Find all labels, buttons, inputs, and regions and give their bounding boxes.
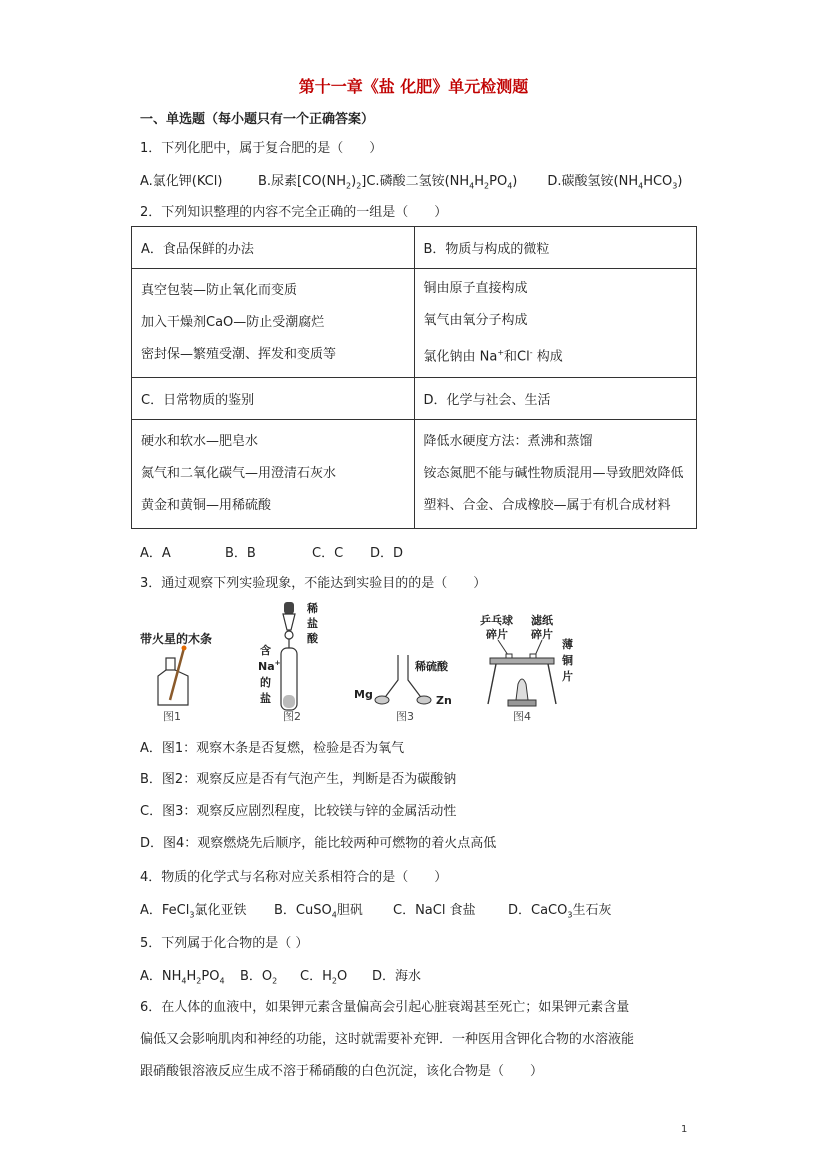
cell-c-item: 黄金和黄铜—用稀硫酸	[141, 498, 272, 513]
question-6-line-3: 跟硝酸银溶液反应生成不溶于稀硝酸的白色沉淀，该化合物是（ ）	[140, 1064, 544, 1079]
figure-1-bottle	[140, 631, 212, 705]
fig2-salt-3: 的	[260, 676, 271, 689]
fig3-zn-label: Zn	[436, 694, 452, 707]
knowledge-table	[131, 226, 697, 529]
fig4-ball-1: 乒乓球	[480, 614, 513, 627]
fig2-salt-4: 盐	[260, 692, 271, 705]
cell-d-body	[414, 420, 697, 529]
q2-option-c: C．C	[312, 546, 344, 561]
cell-d-item: 降低水硬度方法：煮沸和蒸馏	[423, 434, 593, 449]
q1-option-d: D.碳酸氢铵$(NH_4HCO_3)$	[547, 174, 683, 191]
q2-option-b: B．B	[225, 546, 256, 561]
q2-option-a: A．A	[140, 546, 171, 561]
question-4-stem: 4．物质的化学式与名称对应关系相符合的是（ ）	[140, 870, 448, 885]
experiment-figures-svg	[138, 600, 578, 725]
page-title: 第十一章《盐 化肥》单元检测题	[298, 77, 529, 96]
cell-b-item: 铜由原子直接构成	[423, 280, 528, 296]
question-5-stem: 5．下列属于化合物的是（ ）	[140, 936, 309, 951]
fig4-caption: 图4	[513, 710, 531, 723]
q2-option-d: D．D	[370, 546, 404, 561]
q4-option-b: B．CuSO$_4$胆矾	[274, 903, 363, 920]
fig2-salt-1: 含	[260, 644, 271, 657]
q5-option-d: D．海水	[372, 969, 422, 984]
fig4-copper-1: 薄	[562, 638, 573, 651]
question-1-options	[140, 170, 682, 191]
q3-option-a: A．图1：观察木条是否复燃，检验是否为氧气	[140, 741, 405, 756]
cell-c-body	[132, 420, 415, 529]
q4-option-c: C．NaCl 食盐	[393, 903, 476, 918]
fig3-caption: 图3	[396, 710, 414, 723]
fig4-copper-3: 片	[562, 670, 573, 683]
question-2-options	[140, 542, 403, 561]
cell-a-body	[132, 269, 415, 378]
cell-a-item: 加入干燥剂CaO—防止受潮腐烂	[141, 315, 325, 330]
fig3-mg-label: Mg	[354, 688, 373, 701]
q5-option-b: B．$O_2$	[240, 969, 278, 986]
fig2-acid-2: 盐	[307, 617, 318, 630]
cell-b-head: B．物质与构成的微粒	[414, 227, 697, 269]
figure-2-tube	[258, 601, 319, 710]
cell-b-item: 氯化钠由 Na+和Cl- 构成	[423, 347, 563, 365]
fig4-paper-1: 滤纸	[531, 614, 553, 627]
fig2-caption: 图2	[283, 710, 301, 723]
fig3-acid-label: 稀硫酸	[415, 660, 448, 673]
question-6-line-1: 6．在人体的血液中，如果钾元素含量偏高会引起心脏衰竭甚至死亡；如果钾元素含量	[140, 1000, 630, 1015]
q3-option-c: C．图3：观察反应剧烈程度，比较镁与锌的金属活动性	[140, 804, 457, 819]
q3-option-d: D．图4：观察燃烧先后顺序，能比较两种可燃物的着火点高低	[140, 836, 497, 851]
question-2-stem: 2．下列知识整理的内容不完全正确的一组是（ ）	[140, 205, 448, 220]
question-6-line-2: 偏低又会影响肌肉和神经的功能，这时就需要补充钾．一种医用含钾化合物的水溶液能	[140, 1032, 635, 1047]
q1-option-a: A.氯化钾(KCl)	[140, 174, 223, 189]
fig4-copper-2: 铜	[562, 654, 573, 667]
fig2-salt-2: Na+	[258, 659, 281, 673]
cell-d-item: 铵态氮肥不能与碱性物质混用—导致肥效降低	[423, 466, 684, 481]
figure-4-burner	[480, 613, 573, 706]
experiment-figures	[138, 600, 578, 725]
question-4-options	[140, 899, 611, 920]
page-number: 1	[681, 1124, 688, 1135]
cell-d-head: D．化学与社会、生活	[414, 378, 697, 420]
cell-c-head: C．日常物质的鉴别	[132, 378, 415, 420]
cell-b-item: 氧气由氧分子构成	[423, 312, 528, 328]
question-5-options	[140, 965, 421, 986]
cell-a-item: 密封保—繁殖受潮、挥发和变质等	[141, 347, 337, 362]
fig1-caption: 图1	[163, 710, 181, 723]
q3-option-b: B．图2：观察反应是否有气泡产生，判断是否为碳酸钠	[140, 772, 457, 787]
fig2-acid-1: 稀	[307, 602, 318, 615]
fig4-ball-2: 碎片	[486, 628, 508, 641]
q5-option-a: A．$NH_4H_2PO_4$	[140, 969, 225, 986]
cell-a-item: 真空包装—防止氧化而变质	[141, 283, 298, 298]
fig2-acid-3: 酸	[307, 632, 318, 645]
question-3-stem: 3．通过观察下列实验现象，不能达到实验目的的是（ ）	[140, 576, 487, 591]
q1-option-b: B.尿素$[CO(NH_2)_2]$	[258, 174, 367, 191]
cell-a-head: A．食品保鲜的办法	[132, 227, 415, 269]
fig4-paper-2: 碎片	[531, 628, 553, 641]
cell-b-body	[414, 269, 697, 378]
q1-option-c: C.磷酸二氢铵$(NH_4H_2PO_4)$	[366, 174, 518, 191]
fig1-label: 带火星的木条	[140, 632, 213, 646]
figure-3-y-tube	[354, 655, 452, 707]
q4-option-d: D．CaCO$_3$生石灰	[508, 903, 612, 920]
cell-d-item: 塑料、合金、合成橡胶—属于有机合成材料	[423, 498, 671, 513]
q4-option-a: A．FeCl$_3$氯化亚铁	[140, 903, 247, 920]
q5-option-c: C．$H_2O$	[300, 969, 348, 986]
cell-c-item: 硬水和软水—肥皂水	[141, 434, 259, 449]
cell-c-item: 氮气和二氧化碳气—用澄清石灰水	[141, 466, 337, 481]
question-1-stem: 1．下列化肥中，属于复合肥的是（ ）	[140, 141, 383, 156]
section-heading: 一、单选题（每小题只有一个正确答案）	[140, 112, 375, 127]
